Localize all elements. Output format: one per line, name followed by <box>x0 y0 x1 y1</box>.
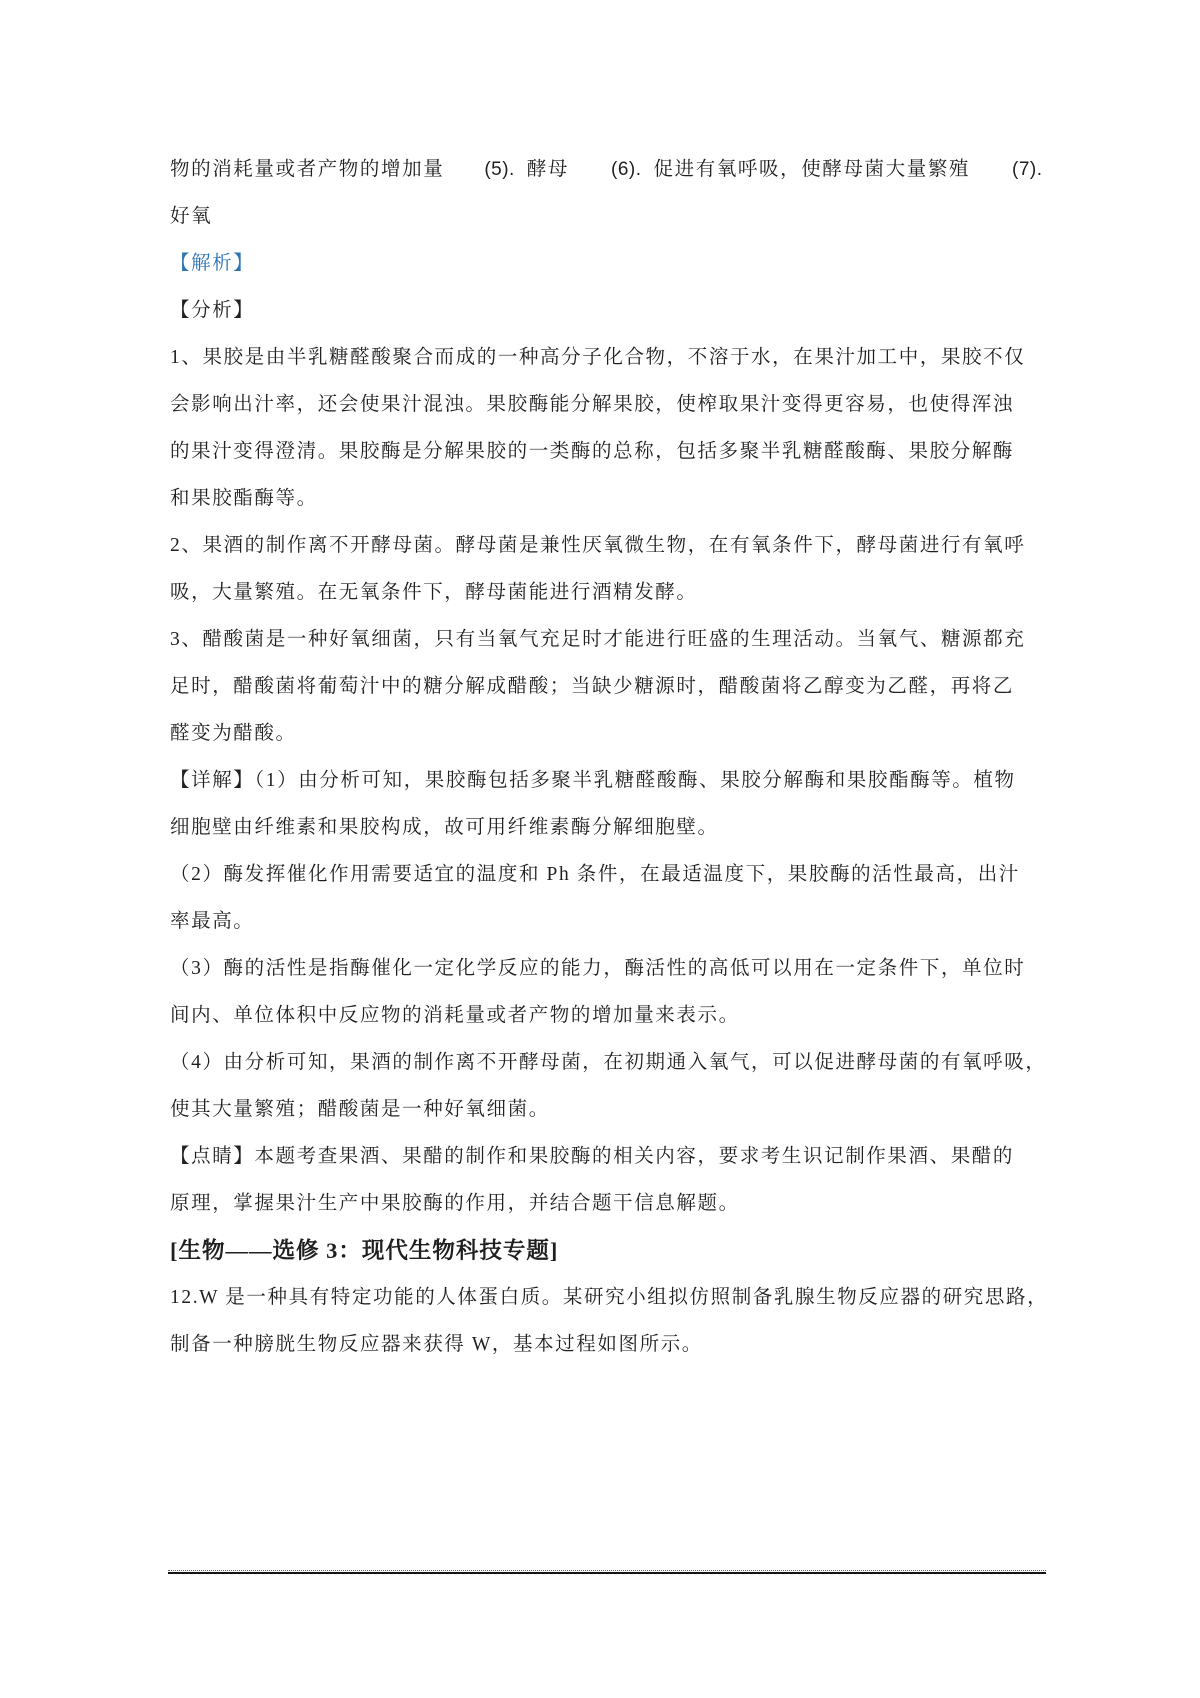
answer-segment-text: 促进有氧呼吸，使酵母菌大量繁殖 <box>653 159 971 180</box>
answer-segment-text: 酵母 <box>526 159 570 180</box>
document-body <box>170 146 1050 1368</box>
analysis-line: 2、果酒的制作离不开酵母菌。酵母菌是兼性厌氧微生物，在有氧条件下，酵母菌进行有氧呼 <box>170 535 1026 556</box>
question-line: 制备一种膀胱生物反应器来获得 W，基本过程如图所示。 <box>170 1334 703 1355</box>
analysis-line: 会影响出汁率，还会使果汁混浊。果胶酶能分解果胶，使榨取果汁变得更容易，也使得浑浊 <box>170 394 1015 415</box>
detail-line: 间内、单位体积中反应物的消耗量或者产物的增加量来表示。 <box>170 1005 740 1026</box>
page-bottom-rule <box>168 1570 1046 1574</box>
analysis-line: 1、果胶是由半乳糖醛酸聚合而成的一种高分子化合物，不溶于水，在果汁加工中，果胶不仅 <box>170 347 1026 368</box>
answer-number-5: (5). <box>484 159 515 180</box>
detail-line: （3）酶的活性是指酶催化一定化学反应的能力，酶活性的高低可以用在一定条件下，单位时 <box>170 958 1026 979</box>
detail-line: 率最高。 <box>170 911 255 932</box>
dianjing-line: 【点睛】本题考查果酒、果醋的制作和果胶酶的相关内容，要求考生识记制作果酒、果醋的 <box>170 1146 1015 1167</box>
analysis-line: 的果汁变得澄清。果胶酶是分解果胶的一类酶的总称，包括多聚半乳糖醛酸酶、果胶分解酶 <box>170 441 1015 462</box>
detail-line: 使其大量繁殖；醋酸菌是一种好氧细菌。 <box>170 1099 550 1120</box>
fenxi-label: 【分析】 <box>170 300 255 321</box>
answer-number-7: (7). <box>1012 159 1043 180</box>
answer-tail-line-2: 好氧 <box>170 206 213 227</box>
analysis-line: 和果胶酯酶等。 <box>170 488 318 509</box>
analysis-line: 醛变为醋酸。 <box>170 723 297 744</box>
detail-line: （4）由分析可知，果酒的制作离不开酵母菌，在初期通入氧气，可以促进酵母菌的有氧呼吸， <box>170 1052 1047 1073</box>
analysis-line: 3、醋酸菌是一种好氧细菌，只有当氧气充足时才能进行旺盛的生理活动。当氧气、糖源都充 <box>170 629 1026 650</box>
jiexi-label: 【解析】 <box>170 253 255 274</box>
section-heading: [生物——选修 3：现代生物科技专题] <box>170 1238 559 1263</box>
answer-tail-line-1 <box>170 146 1050 193</box>
detail-line: 细胞壁由纤维素和果胶构成，故可用纤维素酶分解细胞壁。 <box>170 817 719 838</box>
detail-line: （2）酶发挥催化作用需要适宜的温度和 Ph 条件，在最适温度下，果胶酶的活性最高，出汁 <box>170 864 1020 885</box>
answer-number-6: (6). <box>611 159 642 180</box>
analysis-line: 吸，大量繁殖。在无氧条件下，酵母菌能进行酒精发酵。 <box>170 582 698 603</box>
detail-line: 【详解】（1）由分析可知，果胶酶包括多聚半乳糖醛酸酶、果胶分解酶和果胶酯酶等。植物 <box>170 770 1016 791</box>
dianjing-line: 原理，掌握果汁生产中果胶酶的作用，并结合题干信息解题。 <box>170 1193 740 1214</box>
answer-segment-text: 物的消耗量或者产物的增加量 <box>170 159 445 180</box>
question-line: 12.W 是一种具有特定功能的人体蛋白质。某研究小组拟仿照制备乳腺生物反应器的研究思路， <box>170 1287 1049 1308</box>
analysis-line: 足时，醋酸菌将葡萄汁中的糖分解成醋酸；当缺少糖源时，醋酸菌将乙醇变为乙醛，再将乙 <box>170 676 1015 697</box>
